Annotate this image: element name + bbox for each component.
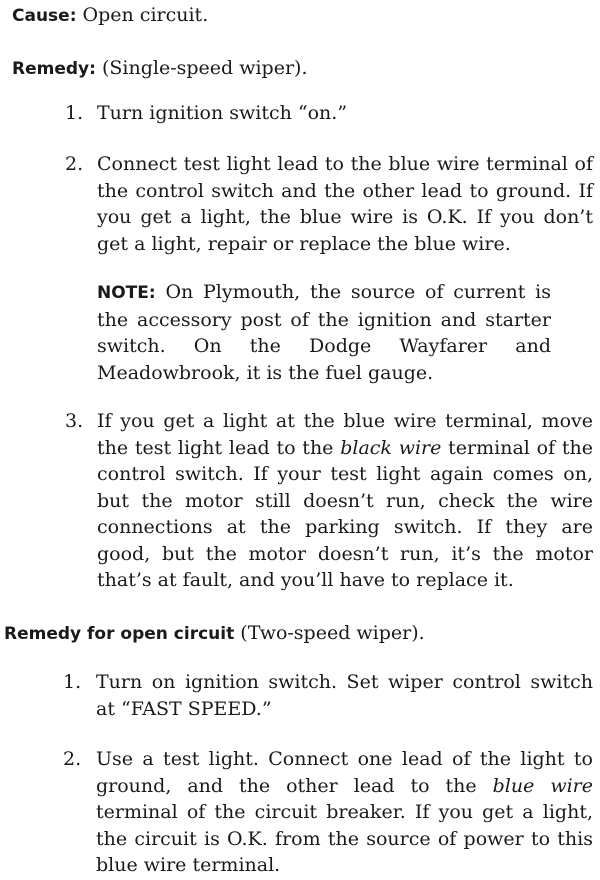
step-number: 1.: [65, 102, 84, 124]
remedy-text: (Single-speed wiper).: [101, 57, 308, 79]
step-number: 1.: [63, 671, 82, 693]
remedy-two-label: Remedy for open circuit: [4, 624, 235, 644]
step-number: 3.: [65, 410, 84, 432]
step-text-start: Use a test light. Connect one lead of the light to ground, and the other lead to the: [96, 748, 593, 797]
step-text: Turn ignition switch “on.”: [97, 102, 348, 124]
cause-label: Cause:: [12, 6, 77, 26]
step-text: Turn on ignition switch. Set wiper control switch at “FAST SPEED.”: [96, 671, 593, 720]
step-number: 2.: [65, 153, 84, 175]
cause-text: Open circuit.: [82, 4, 209, 26]
note-block: [97, 279, 551, 386]
step-text: Connect test light lead to the blue wire terminal of the control switch and the other lead to ground. If you get a light, the blue wire is O.K. If you don’t get a light, repair or replace the blue wire.: [97, 153, 593, 255]
note-label: NOTE:: [97, 283, 156, 303]
emphasized-wire: blue wire: [492, 774, 593, 797]
emphasized-wire: black wire: [340, 436, 442, 459]
step-text: [97, 408, 593, 594]
step-text-start: If you get a light at the blue wire terminal, move the test light lead to the: [97, 410, 593, 459]
remedy-two-text: (Two-speed wiper).: [240, 622, 425, 644]
step-text-end: terminal of the circuit breaker. If you get a light, the circuit is O.K. from the source of power to this blue wire terminal.: [96, 801, 593, 876]
remedy-two-line: [4, 620, 425, 647]
remedy-single-line: [12, 55, 308, 82]
step-text: [96, 746, 593, 879]
step-text-end: terminal of the control switch. If your test light again comes on, but the motor still doesn’t run, check the wire connections at the parking switch. If they are good, but the motor doesn’t run, it’s the motor that’s at fault, and you’ll have to replace it.: [97, 436, 593, 591]
cause-line: [12, 2, 208, 29]
note-text: On Plymouth, the source of current is the accessory post of the ignition and starter switch. On the Dodge Wayfarer and Meadowbrook, it is the fuel gauge.: [97, 281, 551, 384]
remedy-label: Remedy:: [12, 59, 96, 79]
step-number: 2.: [63, 748, 82, 770]
